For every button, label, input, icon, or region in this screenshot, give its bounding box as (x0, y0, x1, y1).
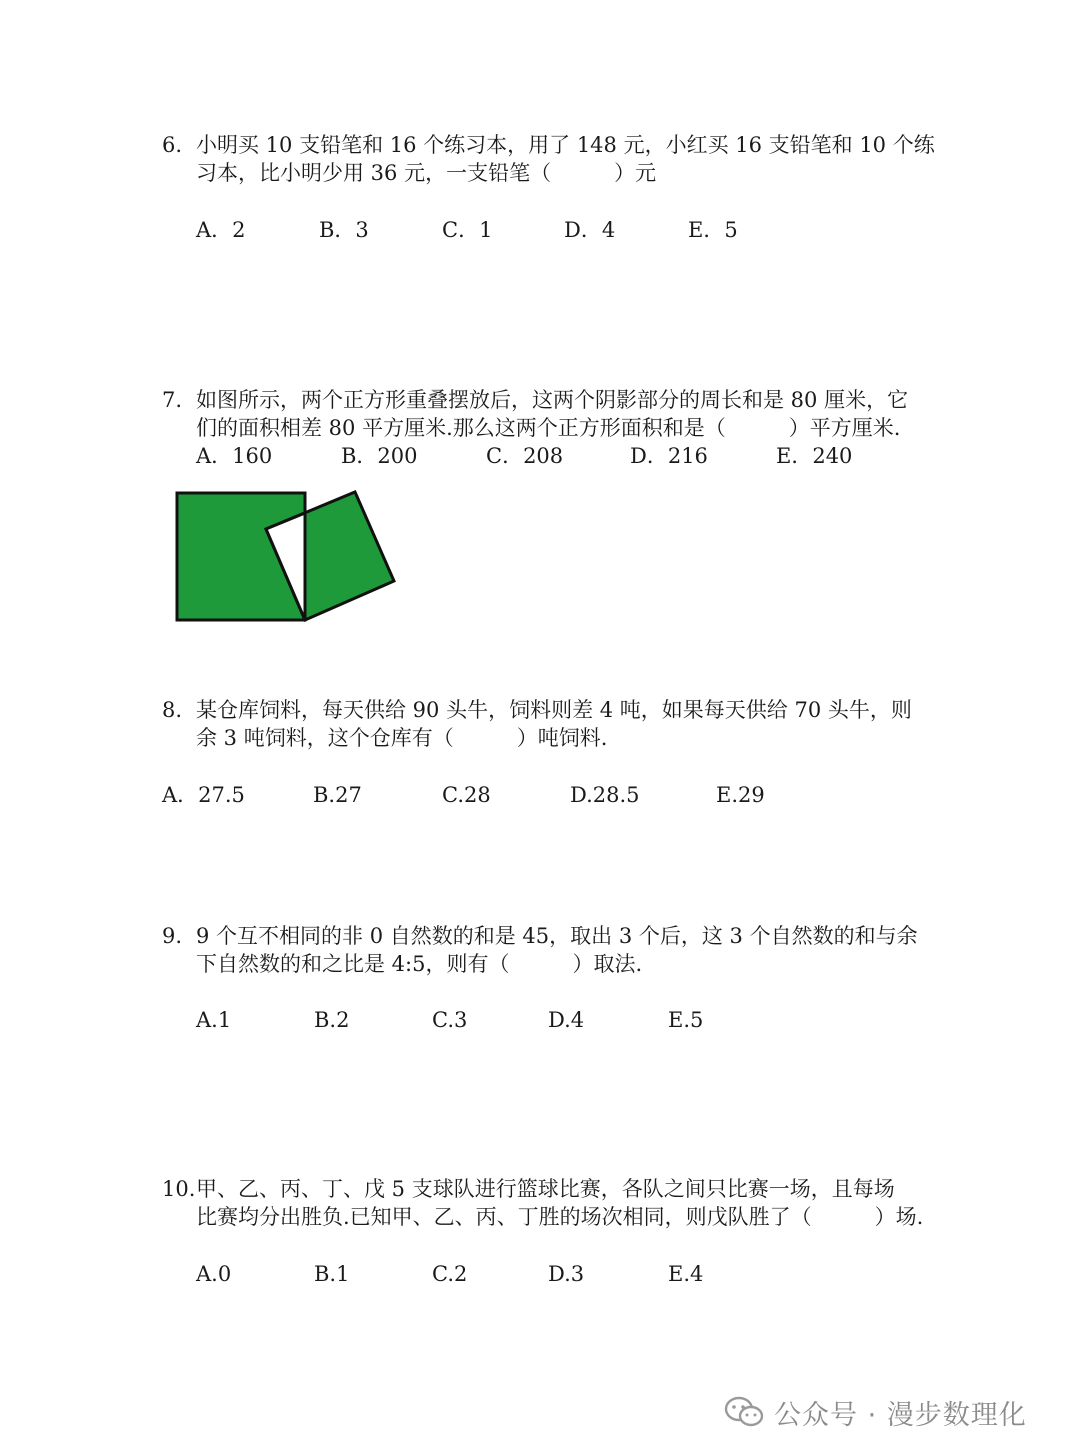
question-number: 8. (162, 698, 183, 722)
option-b: B．200 (341, 444, 418, 468)
question-text-line-2: 比赛均分出胜负.已知甲、乙、丙、丁胜的场次相同，则戊队胜了（ ）场. (196, 1205, 924, 1229)
option-b: B.27 (313, 783, 362, 807)
question-9 (162, 922, 922, 978)
question-text-line-1: 某仓库饲料，每天供给 90 头牛，饲料则差 4 吨，如果每天供给 70 头牛，则 (196, 698, 912, 722)
question-text-line-1: 如图所示，两个正方形重叠摆放后，这两个阴影部分的周长和是 80 厘米，它 (196, 388, 909, 412)
overlapping-squares-svg (174, 490, 398, 624)
option-d: D．216 (630, 444, 708, 468)
option-a: A.0 (196, 1262, 232, 1286)
question-number: 9. (162, 924, 183, 948)
option-c: C.2 (432, 1262, 468, 1286)
option-a: A．27.5 (162, 783, 245, 807)
question-7 (162, 386, 922, 442)
option-b: B.2 (314, 1008, 350, 1032)
question-text-line-2: 们的面积相差 80 平方厘米.那么这两个正方形面积和是（ ）平方厘米. (196, 416, 901, 440)
question-8 (162, 696, 922, 752)
question-text-line-1: 甲、乙、丙、丁、戊 5 支球队进行篮球比赛，各队之间只比赛一场，且每场 (196, 1177, 895, 1201)
question-text-line-2: 下自然数的和之比是 4:5，则有（ ）取法. (196, 952, 643, 976)
question-number: 10. (162, 1177, 196, 1201)
option-e: E.5 (668, 1008, 704, 1032)
option-e: E．5 (688, 218, 738, 242)
question-10 (162, 1175, 922, 1231)
option-a: A.1 (196, 1008, 232, 1032)
question-text-line-1: 小明买 10 支铅笔和 16 个练习本，用了 148 元，小红买 16 支铅笔和 10 个练 (196, 133, 935, 157)
question-number: 7. (162, 388, 183, 412)
question-text-line-2: 习本，比小明少用 36 元，一支铅笔（ ）元 (196, 161, 657, 185)
option-c: C.28 (442, 783, 491, 807)
question-number: 6. (162, 133, 183, 157)
option-c: C.3 (432, 1008, 468, 1032)
watermark (724, 1390, 1027, 1434)
watermark-text: 公众号 · 漫步数理化 (774, 1399, 1027, 1431)
option-e: E.29 (716, 783, 765, 807)
overlapping-squares-figure (174, 490, 398, 628)
option-c: C．1 (442, 218, 493, 242)
question-6 (162, 131, 935, 187)
option-d: D.4 (548, 1008, 585, 1032)
question-text-line-2: 余 3 吨饲料，这个仓库有（ ）吨饲料. (196, 726, 608, 750)
option-a: A．2 (196, 218, 246, 242)
option-e: E.4 (668, 1262, 704, 1286)
option-d: D.3 (548, 1262, 585, 1286)
option-d: D.28.5 (570, 783, 640, 807)
option-a: A．160 (196, 444, 273, 468)
option-c: C．208 (486, 444, 564, 468)
option-e: E．240 (776, 444, 853, 468)
option-d: D．4 (564, 218, 616, 242)
option-b: B.1 (314, 1262, 350, 1286)
question-text-line-1: 9 个互不相同的非 0 自然数的和是 45，取出 3 个后，这 3 个自然数的和与余 (196, 924, 918, 948)
wechat-icon (724, 1395, 764, 1429)
option-b: B．3 (319, 218, 369, 242)
